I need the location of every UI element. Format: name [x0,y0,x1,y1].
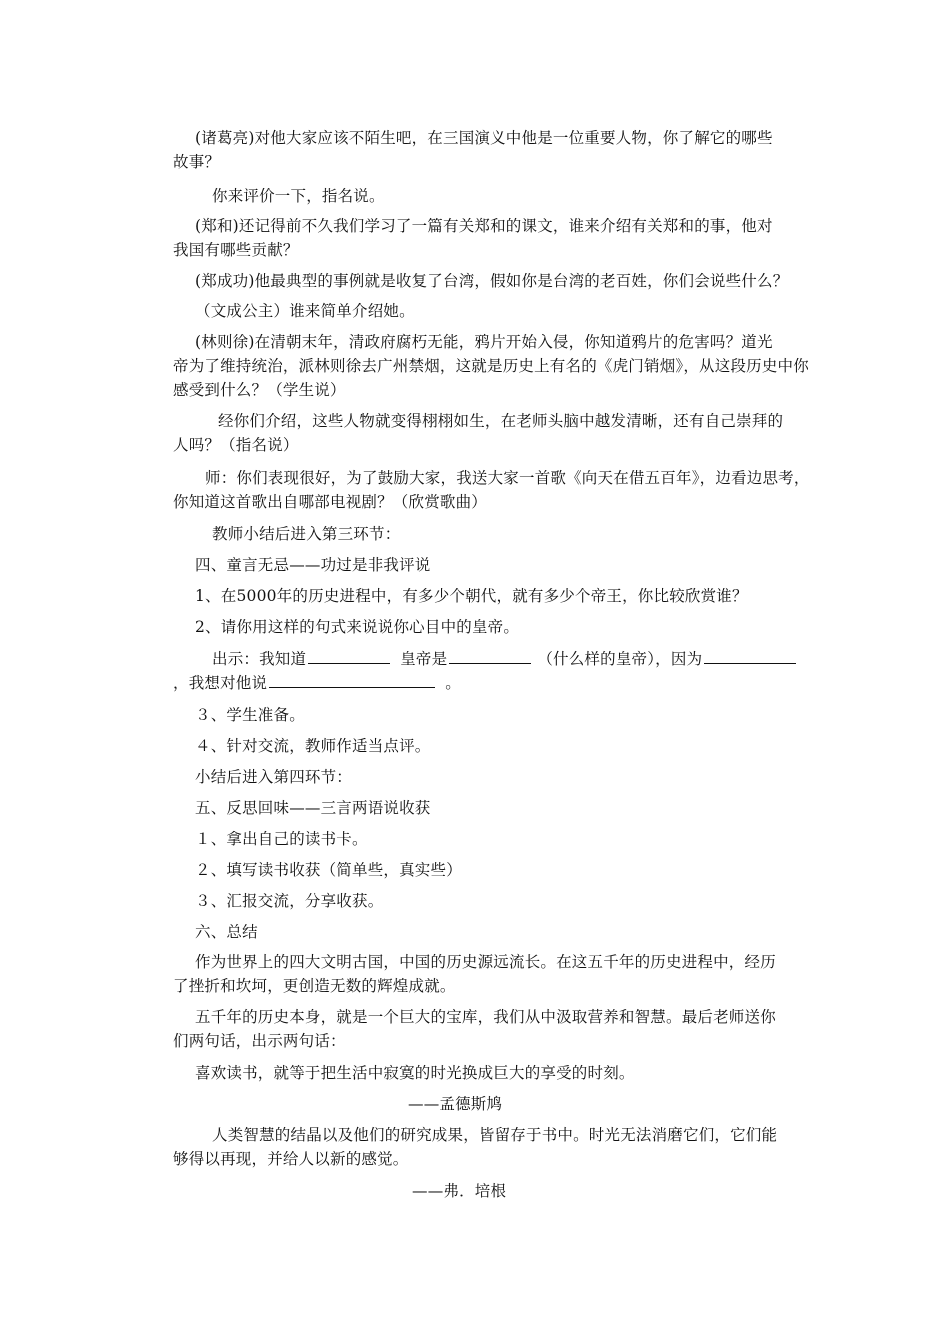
paragraph-song: 师：你们表现很好，为了鼓励大家，我送大家一首歌《向天在借五百年》，边看边思考， [205,469,810,487]
paragraph-zhuge-liang-cont: 故事？ [173,153,221,171]
paragraph-zhuge-liang: (诸葛亮)对他大家应该不陌生吧，在三国演义中他是一位重要人物，你了解它的哪些 [195,129,773,147]
question-4: ４、针对交流，教师作适当点评。 [195,737,431,755]
template-text-e: 。 [445,674,461,692]
attribution-bacon: ——弗．培根 [412,1182,507,1200]
fill-blank-1 [308,648,390,664]
question-3: ３、学生准备。 [195,706,305,724]
template-line-2 [173,672,461,694]
paragraph-third-section: 教师小结后进入第三环节： [212,525,401,543]
section-heading-6: 六、总结 [195,923,258,941]
paragraph-zheng-he-cont: 我国有哪些贡献？ [173,241,299,259]
reflection-3: ３、汇报交流，分享收获。 [195,892,384,910]
summary-paragraph-2-cont: 们两句话，出示两句话： [173,1032,346,1050]
template-text-a: 出示：我知道 [212,650,307,668]
reflection-1: １、拿出自己的读书卡。 [195,830,368,848]
summary-paragraph-2: 五千年的历史本身，就是一个巨大的宝库，我们从中汲取营养和智慧。最后老师送你 [195,1008,776,1026]
summary-paragraph-1: 作为世界上的四大文明古国，中国的历史源远流长。在这五千年的历史进程中，经历 [195,953,776,971]
paragraph-song-cont: 你知道这首歌出自哪部电视剧？（欣赏歌曲） [173,493,488,511]
paragraph-lin-zexu-cont2: 感受到什么？（学生说） [173,381,346,399]
paragraph-summary-figures-cont: 人吗？（指名说） [173,436,299,454]
quote-bacon: 人类智慧的结晶以及他们的研究成果，皆留存于书中。时光无法消磨它们，它们能 [212,1126,778,1144]
question-2: 2、请你用这样的句式来说说你心目中的皇帝。 [195,618,520,636]
paragraph-lin-zexu: (林则徐)在清朝末年，清政府腐朽无能，鸦片开始入侵，你知道鸦片的危害吗？道光 [195,333,773,351]
paragraph-zheng-he: (郑和)还记得前不久我们学习了一篇有关郑和的课文，谁来介绍有关郑和的事，他对 [195,217,773,235]
paragraph-evaluate: 你来评价一下，指名说。 [212,187,385,205]
quote-montesquieu: 喜欢读书，就等于把生活中寂寞的时光换成巨大的享受的时刻。 [195,1064,635,1082]
reflection-2: ２、填写读书收获（简单些，真实些） [195,861,462,879]
quote-bacon-cont: 够得以再现，并给人以新的感觉。 [173,1150,409,1168]
template-text-b: 皇帝是 [400,650,448,668]
fill-blank-3 [704,648,796,664]
fill-blank-4 [269,672,435,688]
paragraph-fourth-section: 小结后进入第四环节： [195,768,353,786]
attribution-montesquieu: ——孟德斯鸠 [408,1095,503,1113]
paragraph-lin-zexu-cont1: 帝为了维持统治，派林则徐去广州禁烟，这就是历史上有名的《虎门销烟》，从这段历史中你 [173,357,809,375]
paragraph-summary-figures: 经你们介绍，这些人物就变得栩栩如生，在老师头脑中越发清晰，还有自己崇拜的 [218,412,784,430]
paragraph-zheng-chenggong: (郑成功)他最典型的事例就是收复了台湾，假如你是台湾的老百姓，你们会说些什么？ [195,272,789,290]
paragraph-wencheng: （文成公主）谁来简单介绍她。 [195,302,415,320]
section-heading-4: 四、童言无忌——功过是非我评说 [195,556,431,574]
template-text-c: （什么样的皇帝），因为 [537,650,703,668]
question-1: 1、在5000年的历史进程中，有多少个朝代，就有多少个帝王，你比较欣赏谁？ [195,587,748,605]
summary-paragraph-1-cont: 了挫折和坎坷，更创造无数的辉煌成就。 [173,977,456,995]
template-line-1 [212,648,798,670]
section-heading-5: 五、反思回味——三言两语说收获 [195,799,431,817]
fill-blank-2 [449,648,531,664]
template-text-d: ，我想对他说 [173,674,268,692]
